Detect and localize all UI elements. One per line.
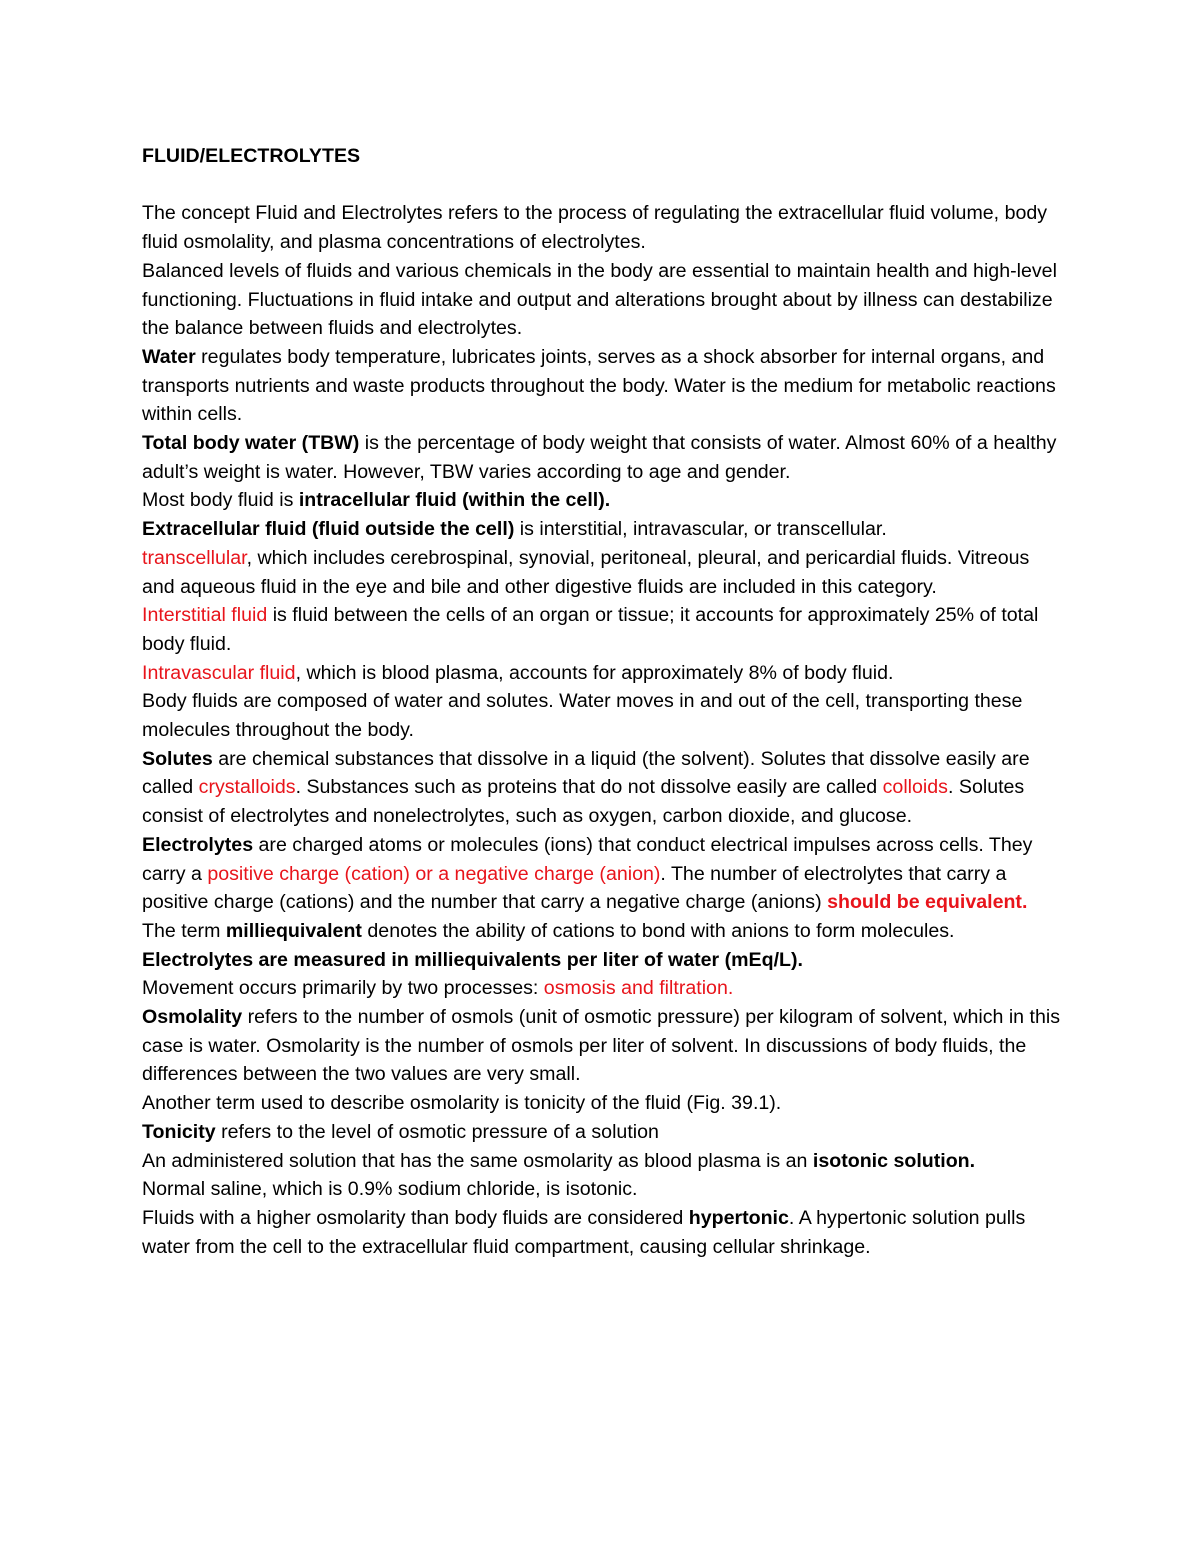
text-run: Another term used to describe osmolarity is tonicity of the fluid (Fig. 39.1).: [142, 1092, 782, 1115]
paragraph: [142, 257, 1062, 343]
text-run: , which includes cerebrospinal, synovial, peritoneal, pleural, and pericardial fluids. Vitreous and aqueous fluid in the eye and bile and other digestive fluids are included in this category.: [142, 546, 1030, 598]
paragraph: [142, 659, 1062, 688]
text-run: regulates body temperature, lubricates joints, serves as a shock absorber for internal organs, and transports nutrients and waste products throughout the body. Water is the medium for metabolic reactions within cells.: [142, 345, 1056, 426]
text-run: Body fluids are composed of water and solutes. Water moves in and out of the cell, transporting these molecules throughout the body.: [142, 690, 1023, 742]
document-page: [142, 142, 1062, 1261]
text-run: . Solutes consist of electrolytes and nonelectrolytes, such as oxygen, carbon dioxide, and glucose.: [142, 776, 1025, 828]
highlighted-term: Intravascular fluid: [142, 661, 296, 684]
paragraph: [142, 946, 1062, 975]
text-run: refers to the level of osmotic pressure of a solution: [215, 1120, 659, 1143]
paragraph: [142, 1147, 1062, 1176]
text-run: are charged atoms or molecules (ions) that conduct electrical impulses across cells. They carry a: [142, 833, 1033, 885]
paragraph: [142, 917, 1062, 946]
text-run: is interstitial, intravascular, or transcellular.: [514, 518, 887, 541]
text-run: The term: [142, 919, 226, 942]
paragraph: [142, 601, 1062, 658]
highlighted-term: colloids: [882, 776, 948, 799]
paragraph: [142, 1175, 1062, 1204]
paragraph: [142, 515, 1062, 544]
highlighted-term: Interstitial fluid: [142, 604, 268, 627]
text-run: . The number of electrolytes that carry a positive charge (cations) and the number that carry a negative charge (anions): [142, 862, 1007, 914]
text-run: , which is blood plasma, accounts for approximately 8% of body fluid.: [295, 661, 894, 684]
text-run: An administered solution that has the same osmolarity as blood plasma is an: [142, 1149, 813, 1172]
bold-term: Electrolytes: [142, 833, 254, 856]
bold-term: Water: [142, 345, 196, 368]
text-run: Normal saline, which is 0.9% sodium chloride, is isotonic.: [142, 1178, 638, 1201]
paragraph: [142, 343, 1062, 429]
paragraph: [142, 1089, 1062, 1118]
text-run: is the percentage of body weight that consists of water. Almost 60% of a healthy adult’s weight is water. However, TBW varies according to age and gender.: [142, 432, 1057, 483]
highlighted-term: transcellular: [142, 546, 247, 569]
paragraph: [142, 687, 1062, 744]
text-run: refers to the number of osmols (unit of osmotic pressure) per kilogram of solvent, which in this case is water. Osmolarity is the number of osmols per liter of solvent. In discussions of body fluids, the differences between the two values are very small.: [142, 1006, 1061, 1086]
bold-term: Electrolytes are measured in milliequivalents per liter of water (mEq/L).: [142, 948, 803, 971]
paragraph: [142, 831, 1062, 917]
bold-term: Total body water (TBW): [142, 432, 360, 455]
paragraph: [142, 974, 1062, 1003]
highlighted-term: should be equivalent.: [827, 891, 1028, 914]
text-run: denotes the ability of cations to bond with anions to form molecules.: [361, 919, 955, 942]
text-run: is fluid between the cells of an organ or tissue; it accounts for approximately 25% of total body fluid.: [142, 604, 1039, 655]
highlighted-term: osmosis and filtration.: [543, 977, 734, 1000]
paragraph: [142, 1118, 1062, 1147]
bold-term: Extracellular fluid (fluid outside the cell): [142, 518, 515, 541]
paragraph: [142, 544, 1062, 601]
highlighted-term: positive charge (cation) or a negative charge (anion): [207, 862, 661, 885]
text-run: The concept Fluid and Electrolytes refers to the process of regulating the extracellular fluid volume, body fluid osmolality, and plasma concentrations of electrolytes.: [142, 202, 1048, 254]
bold-term: Osmolality: [142, 1006, 243, 1029]
highlighted-term: crystalloids: [198, 776, 296, 799]
text-run: are chemical substances that dissolve in a liquid (the solvent). Solutes that dissolve easily are called: [142, 747, 1030, 799]
paragraph: [142, 199, 1062, 256]
paragraph: [142, 745, 1062, 831]
paragraph: [142, 1204, 1062, 1261]
bold-term: Tonicity: [142, 1120, 216, 1143]
bold-term: Solutes: [142, 747, 213, 770]
text-run: Balanced levels of fluids and various chemicals in the body are essential to maintain health and high-level functioning. Fluctuations in fluid intake and output and alterations brought about by illness can destabilize the balance between fluids and electrolytes.: [142, 259, 1057, 340]
text-run: . A hypertonic solution pulls water from the cell to the extracellular fluid compartment, causing cellular shrinkage.: [142, 1207, 1026, 1258]
bold-term: hypertonic: [688, 1207, 789, 1229]
text-run: Movement occurs primarily by two processes:: [142, 977, 544, 1000]
text-run: . Substances such as proteins that do not dissolve easily are called: [295, 776, 883, 799]
paragraph: [142, 429, 1062, 486]
paragraph: [142, 1003, 1062, 1089]
bold-term: isotonic solution.: [812, 1149, 976, 1172]
paragraph: [142, 486, 1062, 515]
document-body: [142, 199, 1062, 1261]
text-run: Fluids with a higher osmolarity than body fluids are considered: [142, 1207, 689, 1229]
bold-term: intracellular fluid (within the cell).: [298, 489, 611, 512]
document-title: FLUID/ELECTROLYTES: [142, 145, 361, 167]
bold-term: milliequivalent: [225, 919, 362, 942]
text-run: Most body fluid is: [142, 489, 299, 512]
